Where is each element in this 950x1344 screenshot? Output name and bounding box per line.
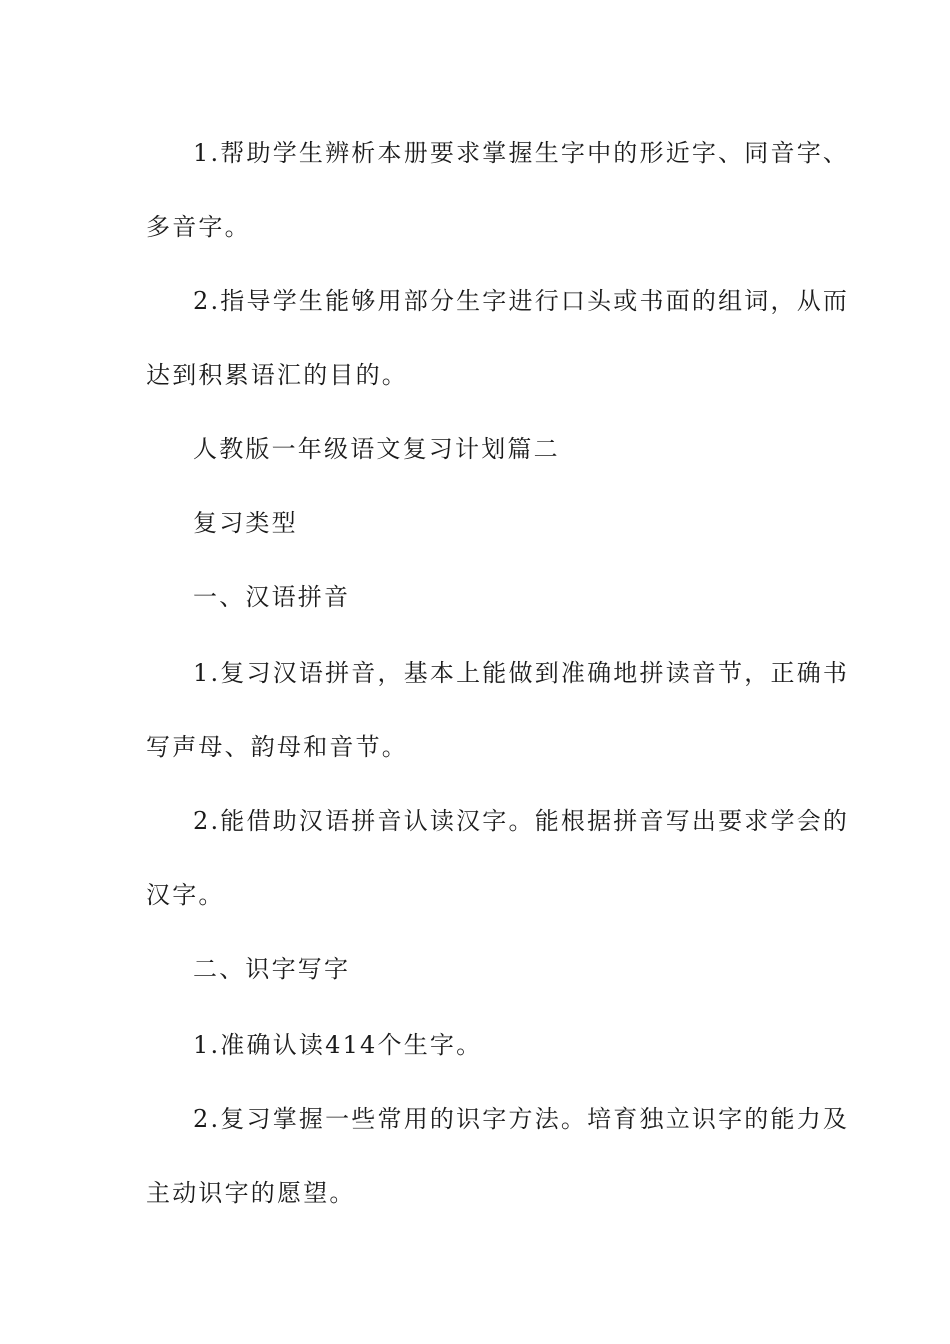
paragraph-line: 写声母、韵母和音节。 xyxy=(146,733,408,761)
paragraph-line: 主动识字的愿望。 xyxy=(146,1179,356,1207)
section-heading: 一、汉语拼音 xyxy=(193,583,351,611)
paragraph-line: 1.帮助学生辨析本册要求掌握生字中的形近字、同音字、 xyxy=(193,139,850,167)
paragraph-line: 2.复习掌握一些常用的识字方法。培育独立识字的能力及 xyxy=(193,1105,850,1133)
paragraph-line: 达到积累语汇的目的。 xyxy=(146,361,408,389)
paragraph-line: 2.指导学生能够用部分生字进行口头或书面的组词，从而 xyxy=(193,287,850,315)
paragraph-line: 1.复习汉语拼音，基本上能做到准确地拼读音节，正确书 xyxy=(193,659,850,687)
paragraph-line: 汉字。 xyxy=(146,881,225,909)
paragraph-line: 2.能借助汉语拼音认读汉字。能根据拼音写出要求学会的 xyxy=(193,807,850,835)
paragraph-line: 1.准确认读414个生字。 xyxy=(193,1031,483,1059)
section-heading: 二、识字写字 xyxy=(193,955,351,983)
paragraph-line: 多音字。 xyxy=(146,213,251,241)
section-title: 人教版一年级语文复习计划篇二 xyxy=(193,435,560,463)
section-heading: 复习类型 xyxy=(193,509,298,537)
